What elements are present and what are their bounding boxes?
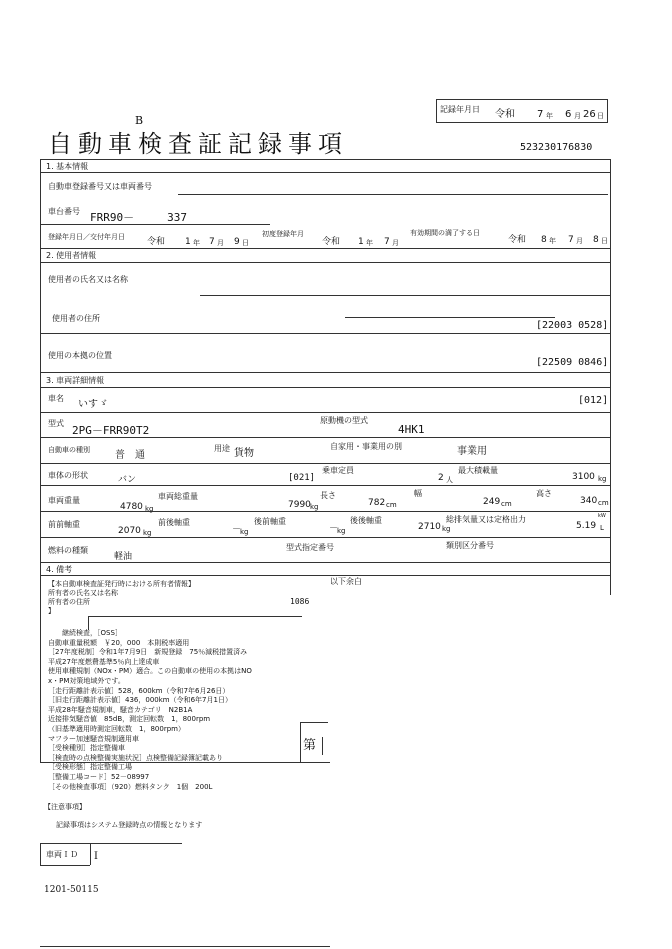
row-line bbox=[40, 248, 610, 249]
remark-line: ［走行距離計表示値］528，600km（令和7年6月26日） bbox=[48, 686, 230, 695]
notes-text: 記録事項はシステム登録時点の情報となります bbox=[56, 821, 203, 829]
use-value: 貨物 bbox=[234, 448, 254, 459]
expiry-month-unit: 月 bbox=[576, 237, 583, 245]
record-date-month-unit: 月 bbox=[574, 112, 581, 120]
record-date-year-unit: 年 bbox=[546, 112, 553, 120]
remark-line: ［その他検査事項］（920）燃料タンク 1個 200L bbox=[48, 782, 213, 791]
rear-rear-axle-label: 後後軸重 bbox=[350, 516, 382, 525]
remark-line: ［27年度税制］令和1年7月9日 新規登録 75％減税措置済み bbox=[48, 648, 248, 657]
reg-date-era: 令和 bbox=[147, 237, 166, 247]
width-unit: cm bbox=[501, 500, 512, 508]
remark-line: ［受検形態］指定整備工場 bbox=[48, 763, 132, 772]
vehicle-weight-label: 車両重量 bbox=[48, 496, 80, 505]
remark-line: 継続検査，［OSS］ bbox=[48, 629, 122, 637]
record-date-day-unit: 日 bbox=[597, 112, 604, 120]
expiry-year-unit: 年 bbox=[549, 237, 556, 245]
length-unit: cm bbox=[386, 501, 397, 509]
rear-rear-axle-value: 2710 bbox=[418, 522, 441, 532]
capacity-value: 2 bbox=[438, 473, 444, 483]
gross-weight-label: 車両総重量 bbox=[158, 492, 198, 501]
max-load-unit: kg bbox=[598, 475, 607, 483]
remark-line: ［受検種別］指定整備車 bbox=[48, 744, 125, 753]
max-load-value: 3100 bbox=[572, 472, 595, 482]
reg-no-label: 自動車登録番号又は車両番号 bbox=[48, 182, 152, 191]
category-number-label: 類別区分番号 bbox=[446, 541, 494, 550]
remark-line: マフラー加速騒音規制適用車 bbox=[48, 734, 139, 743]
record-date-day: 26 bbox=[583, 109, 596, 120]
expiry-year: 8 bbox=[541, 235, 547, 245]
page-title: 自動車検査証記録事項 bbox=[48, 130, 348, 158]
body-shape-value: バン bbox=[118, 475, 137, 485]
user-address-label: 使用者の住所 bbox=[52, 314, 100, 323]
max-load-label: 最大積載量 bbox=[458, 466, 498, 475]
base-location-code: [22509 0846] bbox=[536, 357, 609, 368]
height-unit: cm bbox=[598, 499, 609, 507]
row-line bbox=[40, 537, 610, 538]
body-shape-label: 車体の形状 bbox=[48, 471, 88, 480]
rear-front-axle-label: 後前軸重 bbox=[254, 517, 286, 526]
section-4-heading: 4. 備考 bbox=[46, 565, 73, 574]
frame-right bbox=[610, 159, 611, 595]
vehicle-weight-value: 4780 bbox=[120, 502, 143, 512]
footer-code: 1201-50115 bbox=[44, 885, 99, 895]
reg-date-label: 登録年月日／交付年月日 bbox=[48, 233, 125, 241]
row-line bbox=[200, 295, 610, 296]
code-fragment: 1086 bbox=[290, 597, 310, 606]
engine-label: 原動機の型式 bbox=[320, 416, 368, 425]
reg-date-year-unit: 年 bbox=[193, 239, 200, 247]
first-reg-year-unit: 年 bbox=[366, 239, 373, 247]
first-reg-month: 7 bbox=[384, 237, 390, 247]
row-line bbox=[40, 575, 610, 576]
maker-label: 車名 bbox=[48, 394, 64, 403]
row-line bbox=[40, 172, 610, 173]
first-reg-label: 初度登録年月 bbox=[262, 230, 304, 238]
private-business-value: 事業用 bbox=[457, 446, 487, 457]
doc-number: 523230176830 bbox=[520, 142, 593, 153]
height-value: 340 bbox=[580, 496, 598, 506]
row-line bbox=[40, 485, 610, 486]
model-value: 2PG－FRR90T2 bbox=[72, 424, 150, 437]
vehicle-kind-label: 自動車の種別 bbox=[48, 446, 90, 454]
row-line bbox=[40, 562, 610, 563]
gross-weight-value: 7990 bbox=[288, 500, 311, 510]
vehicle-kind-value: 普 通 bbox=[115, 450, 145, 461]
private-business-label: 自家用・事業用の別 bbox=[330, 442, 402, 451]
stub-line bbox=[300, 722, 328, 723]
expiry-day: 8 bbox=[593, 235, 599, 245]
reg-date-day-unit: 日 bbox=[242, 239, 249, 247]
first-reg-month-unit: 月 bbox=[392, 239, 399, 247]
width-label: 幅 bbox=[414, 489, 422, 498]
notes-heading: 【注意事項】 bbox=[44, 803, 86, 811]
section-divider bbox=[40, 159, 610, 160]
remark-line: 所有者の氏名又は名称 bbox=[48, 589, 118, 597]
record-date-era: 令和 bbox=[495, 109, 515, 120]
vehicle-id-label: 車両ＩＤ bbox=[46, 850, 78, 859]
displacement-unit: L bbox=[600, 524, 604, 532]
rear-front-axle-value: － bbox=[329, 524, 339, 534]
row-line bbox=[40, 762, 330, 763]
record-date-month: 6 bbox=[565, 109, 572, 120]
capacity-unit: 人 bbox=[446, 476, 453, 484]
remark-line: ［検査時の点検整備実施状況］点検整備記録簿記載あり bbox=[48, 753, 223, 762]
row-line bbox=[40, 372, 610, 373]
expiry-label: 有効期間の満了する日 bbox=[410, 229, 480, 237]
use-label: 用途 bbox=[214, 444, 230, 453]
remark-line: 】 bbox=[48, 607, 55, 615]
length-value: 782 bbox=[368, 498, 386, 508]
remark-line: x・PM対策地域外です。 bbox=[48, 676, 125, 685]
row-line bbox=[178, 194, 608, 195]
reg-date-month-unit: 月 bbox=[217, 239, 224, 247]
side-label: 第 bbox=[303, 738, 317, 753]
user-name-label: 使用者の氏名又は名称 bbox=[48, 275, 128, 284]
remark-line: 平成28年騒音規制車，騒音カテゴリ N2B1A bbox=[48, 705, 193, 714]
maker-value: いすゞ bbox=[78, 399, 108, 410]
row-line bbox=[40, 262, 610, 263]
reg-date-day: 9 bbox=[234, 237, 240, 247]
frame-right bbox=[90, 843, 91, 865]
model-label: 型式 bbox=[48, 419, 64, 428]
displacement-unit-top: kW bbox=[598, 513, 606, 519]
vehicle-weight-unit: kg bbox=[145, 505, 154, 513]
rear-rear-axle-unit: kg bbox=[442, 525, 451, 533]
remark-line: （旧基準適用時測定回転数 1，800rpm） bbox=[48, 724, 185, 733]
front-rear-axle-unit: kg bbox=[240, 528, 249, 536]
height-label: 高さ bbox=[536, 489, 552, 498]
stub-line bbox=[322, 737, 323, 755]
stub-line bbox=[300, 722, 301, 762]
reg-date-month: 7 bbox=[209, 237, 215, 247]
expiry-era: 令和 bbox=[508, 235, 527, 245]
displacement-label: 総排気量又は定格出力 bbox=[446, 515, 526, 524]
row-line bbox=[345, 317, 555, 318]
front-rear-axle-label: 前後軸重 bbox=[158, 518, 190, 527]
gross-weight-unit: kg bbox=[310, 503, 319, 511]
rear-front-axle-unit: kg bbox=[337, 527, 346, 535]
row-line bbox=[40, 463, 610, 464]
section-1-heading: 1. 基本情報 bbox=[46, 162, 89, 171]
row-line bbox=[40, 946, 330, 947]
base-location-label: 使用の本拠の位置 bbox=[48, 351, 112, 360]
front-rear-axle-value: － bbox=[232, 525, 242, 535]
displacement-value: 5.19 bbox=[576, 521, 597, 531]
row-line bbox=[40, 511, 610, 512]
remark-line: 【本自動車検査証発行時における所有者情報】 bbox=[48, 580, 195, 588]
length-label: 長さ bbox=[320, 491, 336, 500]
expiry-month: 7 bbox=[568, 235, 574, 245]
section-2-heading: 2. 使用者情報 bbox=[46, 251, 97, 260]
remark-line: ［整備工場コード］52－08997 bbox=[48, 772, 150, 781]
front-front-axle-value: 2070 bbox=[118, 526, 141, 536]
front-front-axle-unit: kg bbox=[143, 529, 152, 537]
end-mark: 以下余白 bbox=[330, 577, 362, 586]
fuel-label: 燃料の種類 bbox=[48, 546, 88, 555]
remark-line: 近接排気騒音値 85dB，測定回転数 1，800rpm bbox=[48, 715, 211, 724]
chassis-label: 車台番号 bbox=[48, 207, 80, 216]
width-value: 249 bbox=[483, 497, 501, 507]
row-line bbox=[40, 437, 610, 438]
frame-left bbox=[40, 575, 41, 762]
row-line bbox=[40, 224, 270, 225]
remark-line: 使用車種規制（NOx・PM）適合。この自動車の使用の本拠はNO bbox=[48, 667, 252, 676]
engine-value: 4HK1 bbox=[398, 423, 425, 436]
remarks-detail bbox=[48, 628, 348, 791]
record-date-year: 7 bbox=[537, 109, 544, 120]
remark-line: 平成27年度燃費基準5％向上達成車 bbox=[48, 657, 160, 666]
row-line bbox=[40, 865, 90, 866]
row-line bbox=[40, 387, 610, 388]
row-line bbox=[40, 843, 182, 844]
fuel-value: 軽油 bbox=[114, 552, 133, 562]
type-designation-label: 型式指定番号 bbox=[286, 543, 334, 552]
chassis-value: FRR90－ 337 bbox=[90, 211, 187, 224]
front-front-axle-label: 前前軸重 bbox=[48, 520, 80, 529]
b-mark: B bbox=[135, 114, 144, 127]
remark-line: 所有者の住所 bbox=[48, 598, 90, 606]
section-3-heading: 3. 車両詳細情報 bbox=[46, 376, 105, 385]
remark-line: ［旧走行距離計表示値］436，000km（令和6年7月1日） bbox=[48, 696, 232, 705]
capacity-label: 乗車定員 bbox=[322, 466, 354, 475]
first-reg-year: 1 bbox=[358, 237, 364, 247]
body-shape-code: [021] bbox=[288, 473, 316, 483]
row-line bbox=[40, 333, 610, 334]
row-line bbox=[88, 616, 302, 617]
user-address-code: [22003 0528] bbox=[536, 320, 609, 331]
reg-date-year: 1 bbox=[185, 237, 191, 247]
maker-code: [012] bbox=[578, 395, 609, 406]
row-line bbox=[40, 412, 610, 413]
first-reg-era: 令和 bbox=[322, 237, 341, 247]
remark-line: 自動車重量税額 ￥20，000 本則税率適用 bbox=[48, 638, 190, 647]
frame-left bbox=[40, 843, 41, 865]
text-cursor-icon: I bbox=[94, 851, 98, 862]
expiry-day-unit: 日 bbox=[601, 237, 608, 245]
record-date-label: 記録年月日 bbox=[440, 105, 480, 114]
